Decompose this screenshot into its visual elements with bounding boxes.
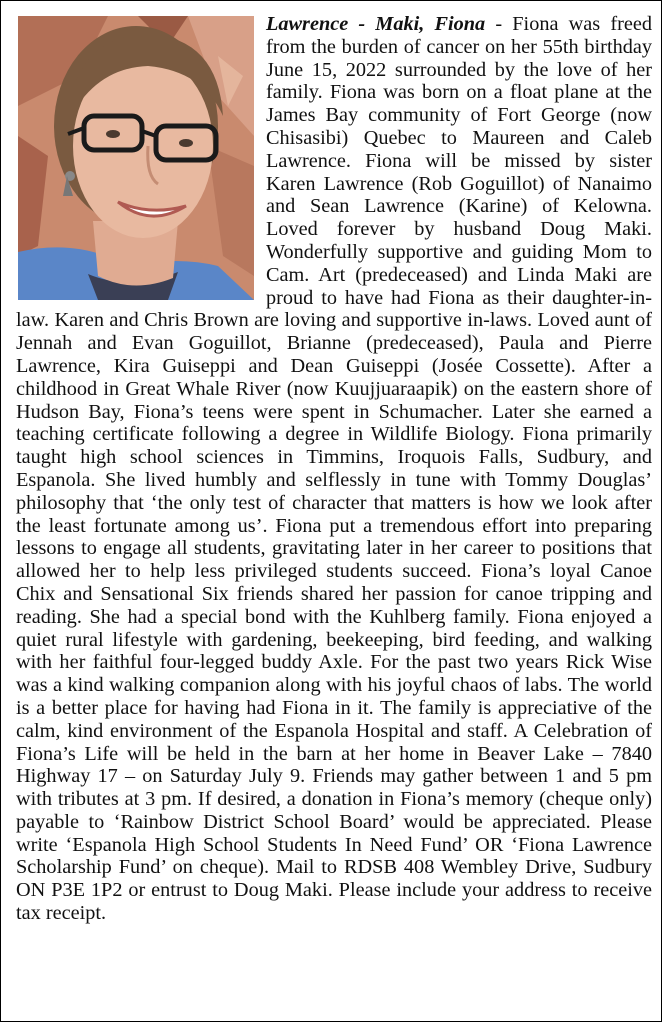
obituary-body: Fiona was freed from the burden of cancer on her 55th birthday June 15, 2022 surrounded by the love of her family. Fiona was born on a float plane at the James Bay community of Fort George (now Chisasibi) Quebec to Maureen and Caleb Lawrence. Fiona will be missed by sister Karen Lawrence (Rob Goguillot) of Nanaimo and Sean Lawrence (Karine) of Kelowna. Loved forever by husband Doug Maki. Wonderfully supportive and guiding Mom to Cam. Art (predeceased) and Linda Maki are proud to have had Fiona as their daughter-in-law. Karen and Chris Brown are loving and supportive in-laws. Loved aunt of Jennah and Evan Goguillot, Brianne (predeceased), Paula and Pierre Lawrence, Kira Guiseppi and Dean Guiseppi (Josée Cossette). After a childhood in Great Whale River (now Kuujjuaraapik) on the eastern shore of Hudson Bay, Fiona’s teens were spent in Schumacher. Later she earned a teaching certificate following a degree in Wildlife Biology. Fiona primarily taught high school sciences in Timmins, Iroquois Falls, Sudbury, and Espanola. She lived humbly and selflessly in tune with Tommy Douglas’ philosophy that ‘the only test of character that matters is how we look after the least fortunate among us’. Fiona put a tremendous effort into preparing lessons to engage all students, gravitating later in her career to positions that allowed her to help less privileged students succeed. Fiona’s loyal Canoe Chix and Sensational Six friends shared her passion for canoe tripping and reading. She had a special bond with the Kuhlberg family. Fiona enjoyed a quiet rural lifestyle with gardening, beekeeping, bird feeding, and walking with her faithful four-legged buddy Axle. For the past two years Rick Wise was a kind walking companion along with his joyful chaos of labs. The world is a better place for having had Fiona in it. The family is appreciative of the calm, kind environment of the Espanola Hospital and staff. A Celebration of Fiona’s Life will be held in the barn at her home in Beaver Lake – 7840 Highway 17 – on Saturday July 9. Friends may gather between 1 and 5 pm with tributes at 3 pm. If desired, a donation in Fiona’s memory (cheque only) payable to ‘Rainbow District School Board’ would be appreciated. Please write ‘Espanola High School Students In Need Fund’ OR ‘Fiona Lawrence Scholarship Fund’ on cheque). Mail to RDSB 408 Wembley Drive, Sudbury ON P3E 1P2 or entrust to Doug Maki. Please include your address to receive tax receipt.	[16, 13, 652, 925]
portrait-photo	[18, 16, 254, 300]
name-separator: -	[485, 13, 513, 35]
portrait-illustration	[18, 16, 254, 300]
deceased-name: Lawrence - Maki, Fiona	[266, 13, 486, 35]
obituary-notice	[16, 13, 652, 925]
